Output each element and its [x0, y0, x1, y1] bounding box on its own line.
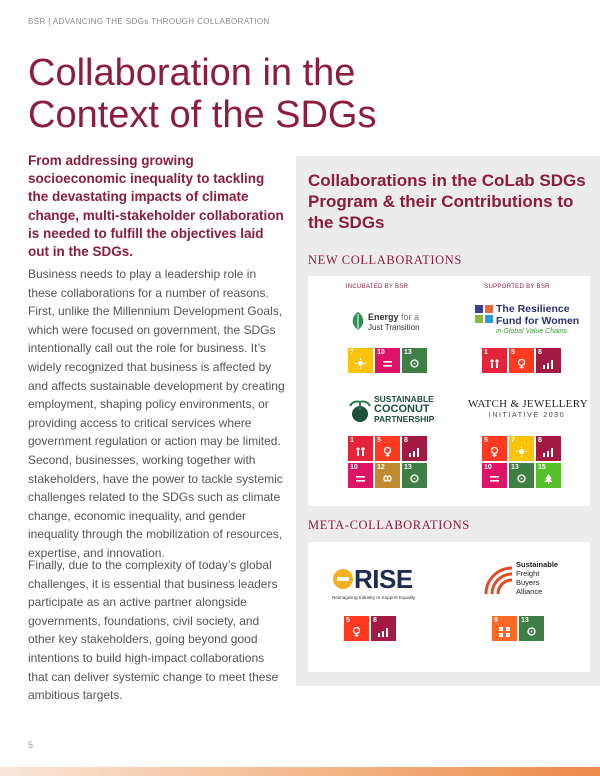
sdg-goal-9-icon	[498, 626, 511, 637]
sdg-goal-5-icon	[350, 626, 363, 637]
sustainable-coconut-logo	[348, 394, 448, 430]
energy-leaf-icon	[348, 310, 368, 332]
rise-emblem-icon	[332, 568, 354, 590]
sdg-goal-13-tile	[519, 616, 544, 641]
sdg-goal-13-icon	[408, 473, 421, 484]
sdg-goal-15-icon	[542, 473, 555, 484]
sdg-goal-8-tile	[536, 348, 561, 373]
coconut-logo-line2: COCONUT	[374, 403, 430, 415]
sdg-goal-10-icon	[354, 473, 367, 484]
resilience-logo-line3: in Global Value Chains	[496, 328, 567, 335]
sdg-goal-5-tile	[482, 436, 507, 461]
sdg-goal-1-icon	[354, 446, 367, 457]
freight-arc-icon	[484, 566, 514, 596]
sdg-goal-number: 5	[377, 437, 381, 444]
meta-collaborations-card	[308, 542, 590, 672]
sdg-goal-8-icon	[408, 446, 421, 457]
sdg-goal-13-icon	[408, 358, 421, 369]
new-collaborations-heading: NEW COLLABORATIONS	[308, 253, 462, 267]
sdg-goal-13-tile	[509, 463, 534, 488]
coconut-logo-line1: SUSTAINABLE	[374, 394, 434, 404]
sdg-goal-number: 5	[484, 437, 488, 444]
sdg-goal-number: 13	[511, 464, 519, 471]
freight-logo-line4: Alliance	[516, 587, 543, 596]
sdg-goal-15-tile	[536, 463, 561, 488]
freight-alliance-logo	[478, 560, 588, 610]
sdg-goal-12-icon	[381, 473, 394, 484]
sdg-goal-13-icon	[525, 626, 538, 637]
sdg-goal-10-tile	[348, 463, 373, 488]
sdg-goal-5-icon	[488, 446, 501, 457]
title-line-1: Collaboration in the	[28, 52, 356, 94]
sdg-goal-number: 13	[521, 617, 529, 624]
sdg-goal-5-tile	[375, 436, 400, 461]
sdg-goal-number: 10	[350, 464, 358, 471]
resilience-logo-line1: The Resilience	[496, 303, 570, 315]
body-paragraph-1: Business needs to play a leadership role in these collaborations for a number of reasons. First, unlike the Millennium Development Goals, which were focused on government, the SDGs intentionally call out the role for business. It’s widely recognized that business is affected by and affects sustainable development by creating employment, shaping policy environments, or providing access to critical services where government regulation or action may be limited. Second, businesses, working together with stakeholders, have the power to tackle systemic challenges related to the SDGs such as climate change, economic inequality, and gender inequality through the mobilization of resources, expertise, and innovation.	[28, 267, 285, 560]
page-title	[28, 52, 377, 136]
energy-logo-line2: Just Transition	[368, 323, 420, 332]
energy-just-transition-logo	[348, 310, 428, 340]
coconut-palm-icon	[348, 396, 372, 426]
energy-logo-for: for a	[401, 312, 420, 322]
sdg-goal-13-icon	[515, 473, 528, 484]
page-number: 5	[28, 740, 34, 750]
sdg-tiles-rise	[344, 616, 396, 641]
sdg-goal-number: 8	[373, 617, 377, 624]
rise-logo-name: RISE	[354, 564, 413, 594]
lead-paragraph: From addressing growing socioeconomic inequality to tackling the devastating impacts of climate change, multi-stakeholder collaboration is needed to fulfill the objectives laid out in the SDGs.	[28, 153, 284, 260]
supported-label: SUPPORTED BY BSR	[484, 284, 550, 290]
sdg-goal-number: 9	[494, 617, 498, 624]
sdg-goal-number: 8	[404, 437, 408, 444]
energy-logo-word: Energy	[368, 312, 399, 322]
sdg-goal-number: 7	[350, 349, 354, 356]
watch-logo-line2: INITIATIVE 2030	[488, 412, 566, 419]
page-header: BSR | ADVANCING THE SDGs THROUGH COLLABORATION	[28, 17, 270, 26]
sdg-goal-10-tile	[375, 348, 400, 373]
sdg-goal-number: 13	[404, 464, 412, 471]
title-line-2: Context of the SDGs	[28, 94, 377, 136]
sdg-tiles-watch	[482, 436, 561, 488]
sdg-goal-number: 5	[346, 617, 350, 624]
coconut-logo-line3: PARTNERSHIP	[374, 414, 435, 424]
sdg-goal-number: 8	[538, 437, 542, 444]
new-collaborations-card	[308, 276, 590, 506]
sdg-goal-number: 1	[350, 437, 354, 444]
sdg-goal-8-icon	[542, 358, 555, 369]
resilience-squares-icon	[474, 304, 494, 326]
rise-logo	[332, 566, 442, 606]
sdg-goal-7-tile	[509, 436, 534, 461]
watch-jewellery-logo	[468, 398, 586, 428]
freight-logo-line3: Buyers	[516, 578, 540, 587]
sdg-goal-10-tile	[482, 463, 507, 488]
resilience-logo-line2: Fund for Women	[496, 314, 580, 327]
sdg-tiles-coconut	[348, 436, 427, 488]
sdg-goal-12-tile	[375, 463, 400, 488]
collaborations-panel	[296, 156, 600, 686]
sdg-goal-number: 1	[484, 349, 488, 356]
sdg-goal-5-tile	[344, 616, 369, 641]
sdg-goal-7-icon	[515, 446, 528, 457]
sdg-goal-number: 5	[511, 349, 515, 356]
sdg-goal-5-icon	[515, 358, 528, 369]
resilience-fund-logo	[474, 304, 584, 340]
sdg-goal-10-icon	[381, 358, 394, 369]
sdg-goal-5-icon	[381, 446, 394, 457]
watch-logo-line1: WATCH & JEWELLERY	[468, 398, 588, 410]
sdg-goal-8-tile	[402, 436, 427, 461]
sdg-goal-8-icon	[542, 446, 555, 457]
footer-gradient-bar	[0, 767, 600, 776]
sdg-goal-9-tile	[492, 616, 517, 641]
sdg-goal-8-tile	[536, 436, 561, 461]
panel-title: Collaborations in the CoLab SDGs Program & their Contributions to the SDGs	[308, 171, 586, 232]
sdg-tiles-freight	[492, 616, 544, 641]
incubated-label: INCUBATED BY BSR	[345, 284, 409, 290]
sdg-tiles-energy	[348, 348, 427, 373]
body-paragraph-2: Finally, due to the complexity of today’s global challenges, it is essential that business leaders participate as an active partner alongside governments, foundations, civil society, and other key stakeholders, going beyond good intentions to build high-impact collaborations that can deliver systemic change to meet these ambitious targets.	[28, 558, 279, 703]
sdg-goal-8-icon	[377, 626, 390, 637]
sdg-goal-1-tile	[482, 348, 507, 373]
sdg-goal-1-tile	[348, 436, 373, 461]
sdg-goal-number: 8	[538, 349, 542, 356]
meta-collaborations-heading: META-COLLABORATIONS	[308, 518, 470, 532]
sdg-goal-13-tile	[402, 348, 427, 373]
freight-logo-line2: Freight	[516, 569, 540, 578]
sdg-goal-number: 13	[404, 349, 412, 356]
sdg-goal-5-tile	[509, 348, 534, 373]
sdg-goal-10-icon	[488, 473, 501, 484]
sdg-goal-number: 15	[538, 464, 546, 471]
rise-logo-tagline: Reimagining Industry to Support Equality	[332, 595, 416, 600]
sdg-goal-number: 10	[377, 349, 385, 356]
sdg-goal-number: 10	[484, 464, 492, 471]
sdg-goal-8-tile	[371, 616, 396, 641]
sdg-goal-7-tile	[348, 348, 373, 373]
freight-logo-line1: Sustainable	[516, 560, 559, 569]
sdg-goal-13-tile	[402, 463, 427, 488]
sdg-tiles-resilience	[482, 348, 561, 373]
sdg-goal-number: 7	[511, 437, 515, 444]
sdg-goal-number: 12	[377, 464, 385, 471]
sdg-goal-7-icon	[354, 358, 367, 369]
sdg-goal-1-icon	[488, 358, 501, 369]
